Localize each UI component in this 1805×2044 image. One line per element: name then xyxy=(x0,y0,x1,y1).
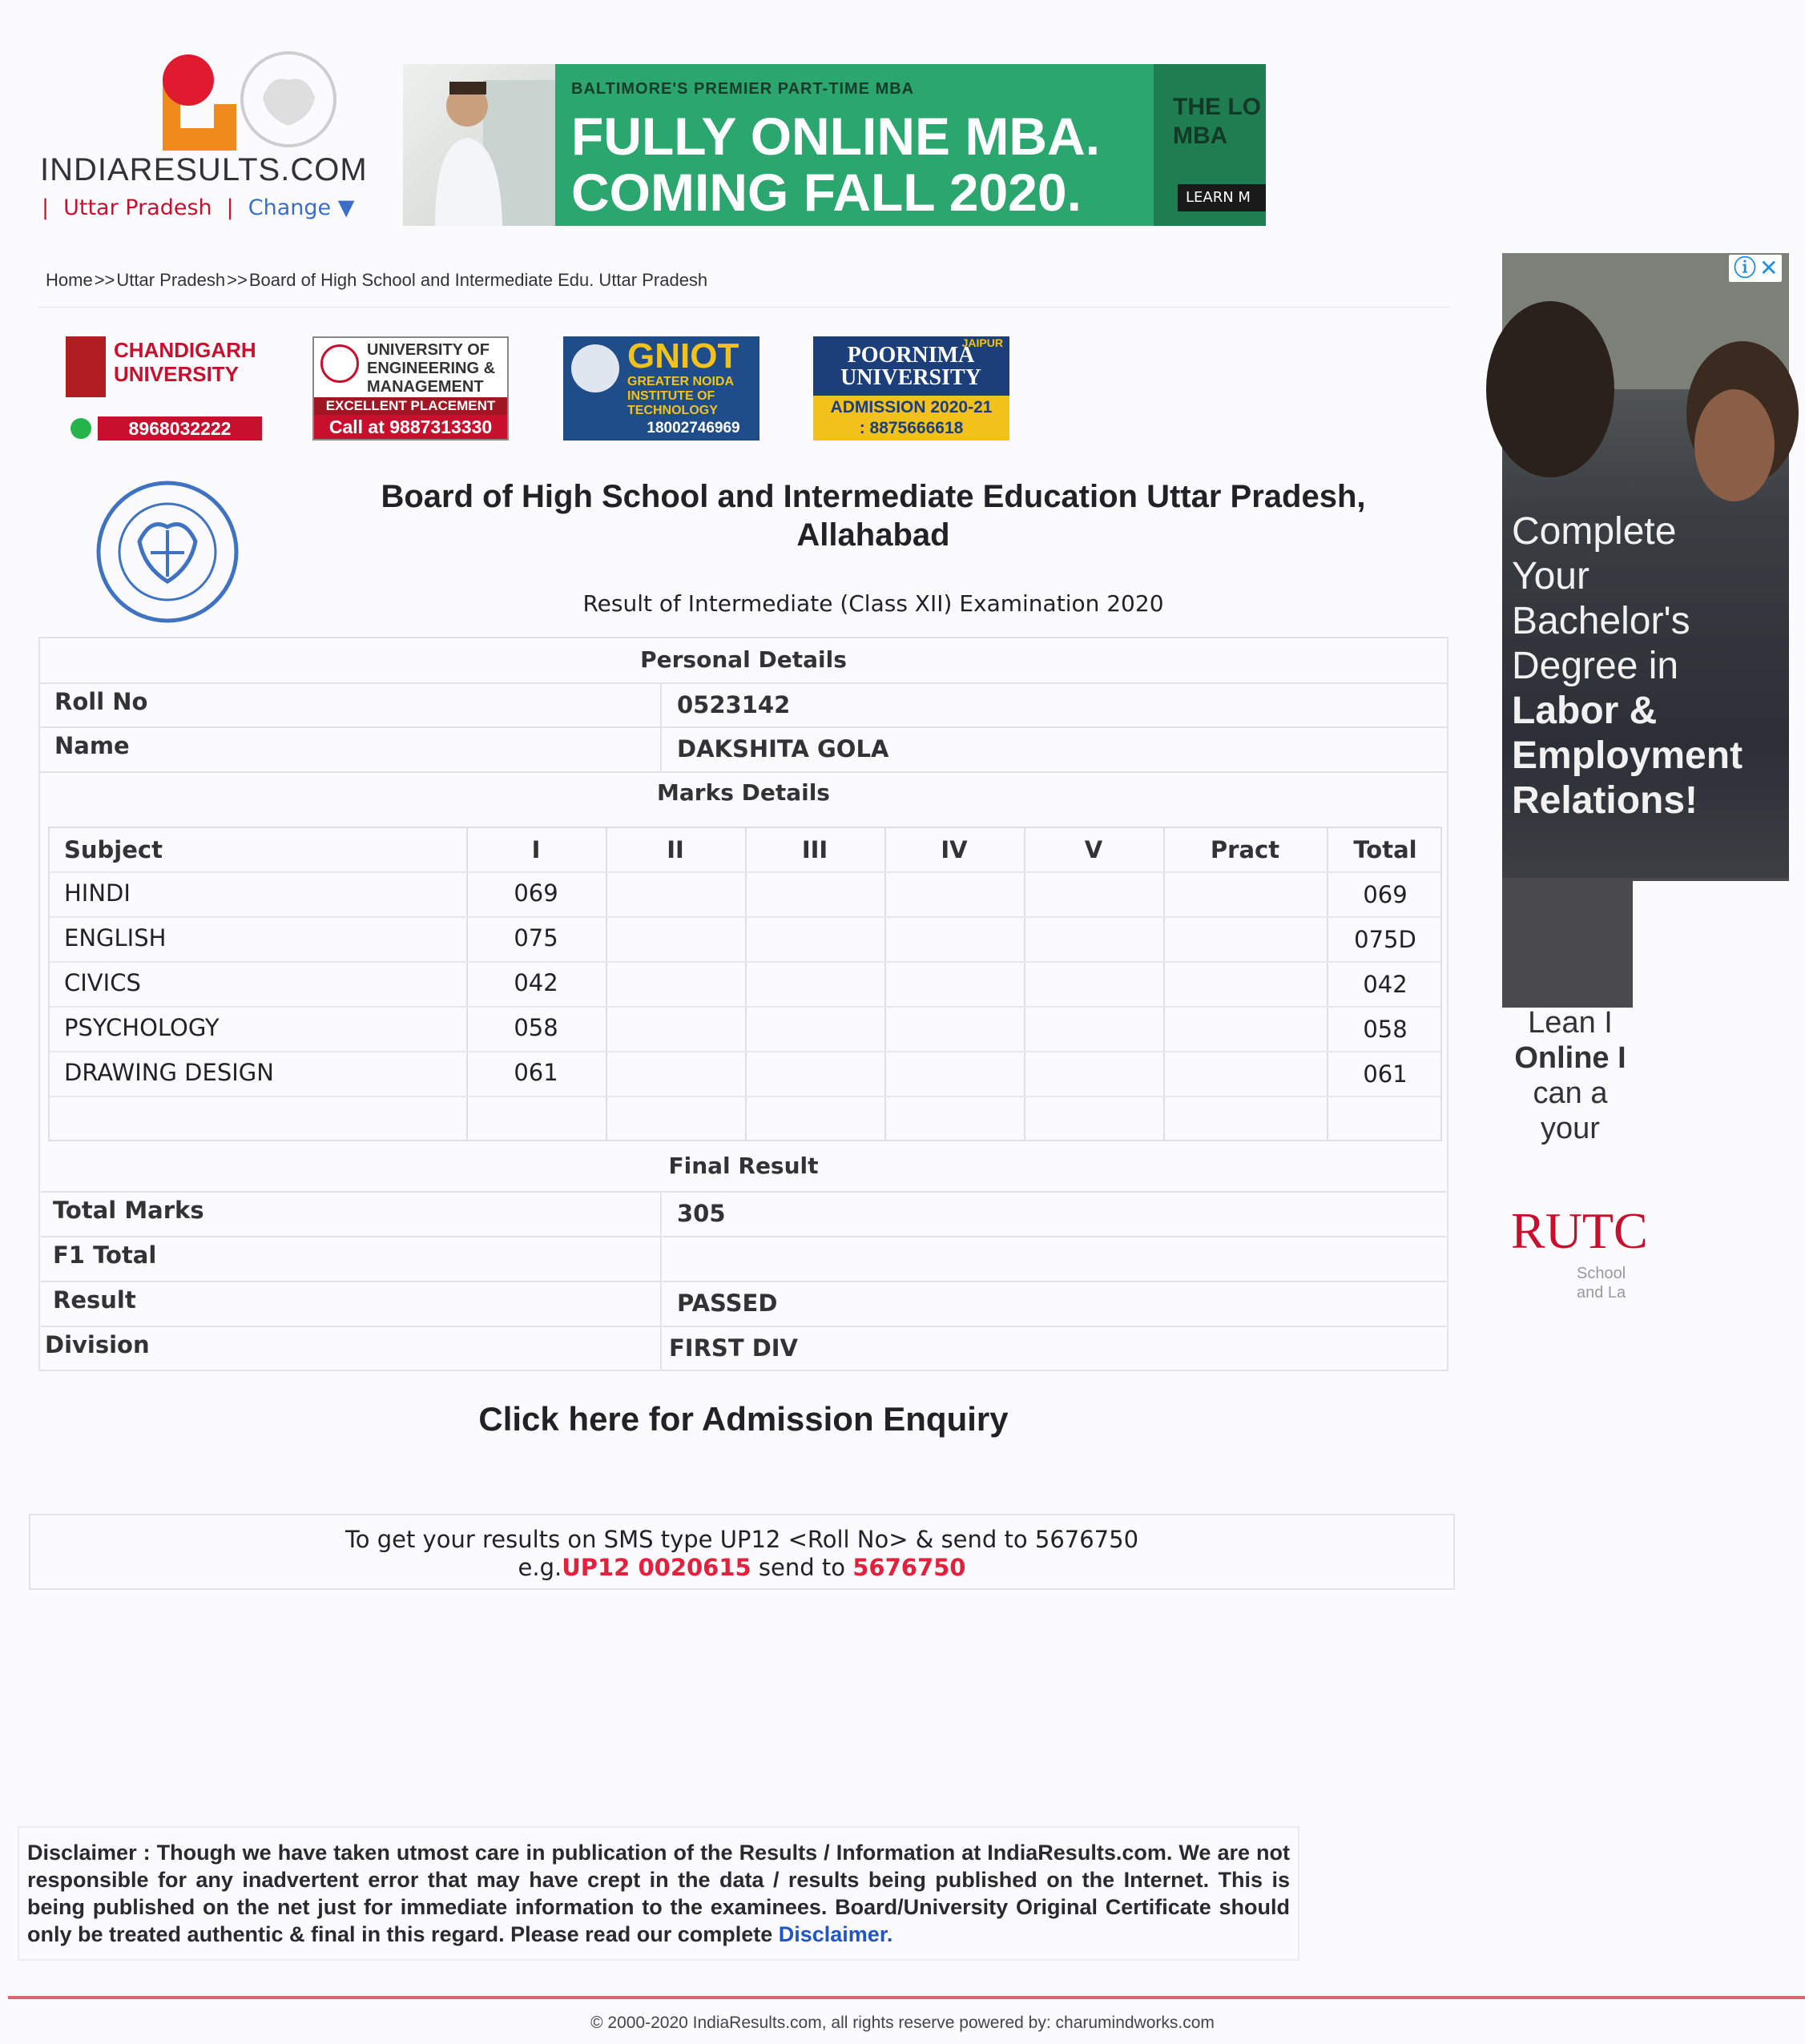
college-name: CHANDIGARH UNIVERSITY xyxy=(114,338,256,386)
college-ad-poornima[interactable] xyxy=(813,336,1009,441)
side-ad-brand-sub: School and La xyxy=(1577,1265,1626,1302)
banner-ad-headline-1: FULLY ONLINE MBA. xyxy=(571,107,1101,166)
college-ad-uem[interactable] xyxy=(312,336,509,441)
state-selector: | Uttar Pradesh | Change ▼ xyxy=(42,195,355,220)
chandigarh-crest-icon xyxy=(66,336,106,397)
footer-divider xyxy=(8,1996,1805,1999)
side-ad-headline: Complete Your Bachelor's Degree in Labor & Employment Relations! xyxy=(1512,510,1743,822)
college-ad-gniot[interactable] xyxy=(563,336,759,441)
banner-ad-side-text: THE LO MBA xyxy=(1173,94,1261,149)
college-phone: : 8875666618 xyxy=(859,419,964,437)
table-row-total: 058 xyxy=(1363,1016,1408,1043)
adchoices-icon[interactable]: ⓘ xyxy=(1734,255,1757,281)
divider xyxy=(38,307,1450,308)
name-value: DAKSHITA GOLA xyxy=(677,735,889,762)
college-name: GNIOT xyxy=(627,336,739,376)
close-icon[interactable]: ✕ xyxy=(1759,255,1779,281)
table-row-subject: HINDI xyxy=(64,879,131,907)
banner-ad-learn-button[interactable]: LEARN M xyxy=(1178,184,1266,211)
person-photo-icon xyxy=(403,64,555,226)
table-row-total: 042 xyxy=(1363,971,1408,998)
breadcrumb-home-link[interactable]: Home xyxy=(46,270,93,290)
sms-example-number: 5676750 xyxy=(852,1554,966,1581)
sms-example: e.g.UP12 0020615 send to 5676750 xyxy=(518,1554,966,1581)
side-ad-mask xyxy=(1633,881,1789,1008)
disclaimer xyxy=(18,1826,1299,1961)
sms-info-box xyxy=(29,1514,1455,1590)
col-header-2: II xyxy=(667,836,684,863)
total-marks-value: 305 xyxy=(677,1200,726,1227)
name-label: Name xyxy=(54,732,130,759)
result-label: Result xyxy=(53,1286,136,1314)
col-header-3: III xyxy=(801,836,828,863)
division-value: FIRST DIV xyxy=(669,1334,799,1362)
college-tag: EXCELLENT PLACEMENT xyxy=(314,397,507,415)
table-row-subject: ENGLISH xyxy=(64,924,167,952)
admission-strip xyxy=(813,396,1009,441)
college-tag: JAIPUR xyxy=(961,336,1003,349)
disclaimer-link[interactable]: Disclaimer. xyxy=(778,1922,893,1946)
banner-ad-kicker: BALTIMORE'S PREMIER PART-TIME MBA xyxy=(571,80,915,98)
breadcrumb: Home>>Uttar Pradesh>>Board of High School and Intermediate Edu. Uttar Pradesh xyxy=(46,270,708,290)
table-row-theory: 042 xyxy=(514,969,558,996)
col-header-5: V xyxy=(1084,836,1103,863)
gniot-emblem-icon xyxy=(571,344,619,392)
table-row-theory: 061 xyxy=(514,1059,558,1086)
up-state-emblem-icon xyxy=(239,50,339,150)
col-header-1: I xyxy=(531,836,541,863)
side-ad[interactable] xyxy=(1502,253,1789,1008)
final-result-heading: Final Result xyxy=(668,1153,819,1179)
result-table xyxy=(38,637,1448,1371)
division-label: Division xyxy=(45,1331,150,1358)
ad-controls xyxy=(1729,255,1782,282)
current-state: Uttar Pradesh xyxy=(63,195,212,220)
roll-no-value: 0523142 xyxy=(677,691,791,718)
change-state-link[interactable]: Change ▼ xyxy=(248,195,355,220)
college-phone: 8968032222 xyxy=(98,416,262,441)
site-logo-text[interactable]: INDIARESULTS.COM xyxy=(40,152,368,187)
table-row-total: 075D xyxy=(1354,926,1416,953)
breadcrumb-board: Board of High School and Intermediate Edu. Uttar Pradesh xyxy=(248,270,708,290)
page-title: Board of High School and Intermediate Education Uttar Pradesh, Allahabad xyxy=(381,479,1366,553)
table-row-theory: 075 xyxy=(514,924,558,952)
marks-details-heading: Marks Details xyxy=(657,779,830,806)
college-phone: 18002746969 xyxy=(647,420,740,437)
indiaresults-logo-icon[interactable] xyxy=(156,50,252,154)
table-row-total: 069 xyxy=(1363,881,1408,908)
side-ad-brand: RUTC xyxy=(1511,1202,1648,1259)
table-row-subject: PSYCHOLOGY xyxy=(64,1014,220,1041)
board-emblem-icon xyxy=(95,479,240,625)
result-value: PASSED xyxy=(677,1290,778,1317)
admission-enquiry-link[interactable]: Click here for Admission Enquiry xyxy=(478,1400,1009,1438)
uem-logo-icon xyxy=(320,344,359,383)
college-subname: GREATER NOIDA INSTITUTE OF TECHNOLOGY xyxy=(627,375,734,417)
college-name: UNIVERSITY OF ENGINEERING & MANAGEMENT xyxy=(367,341,496,396)
banner-ad[interactable] xyxy=(403,64,1266,226)
personal-details-heading: Personal Details xyxy=(640,646,847,673)
table-row-theory: 058 xyxy=(514,1014,558,1041)
table-row-total: 061 xyxy=(1363,1060,1408,1088)
col-header-subject: Subject xyxy=(64,836,163,863)
college-ad-chandigarh[interactable] xyxy=(66,336,262,441)
disclaimer-text: Disclaimer : Though we have taken utmost care in publication of the Results / Information at IndiaResults.com. We are not responsible for any inadvertent error that may have crept in the data / results being published on the Internet. This is being published on the net just for immediate information to the examinees. Board/University Original Certificate should only be treated authentic & final in this regard. Please read our complete xyxy=(27,1841,1290,1946)
copyright: © 2000-2020 IndiaResults.com, all rights reserve powered by: charumindworks.com xyxy=(590,2014,1215,2032)
marks-grid xyxy=(48,827,1442,1141)
col-header-4: IV xyxy=(941,836,968,863)
sms-instruction: To get your results on SMS type UP12 <Roll No> & send to 5676750 xyxy=(344,1526,1139,1553)
banner-ad-photo xyxy=(403,64,555,226)
exam-title: Result of Intermediate (Class XII) Examination 2020 xyxy=(582,590,1164,617)
total-marks-label: Total Marks xyxy=(53,1197,204,1224)
side-ad-subtext: Lean I Online I can a your xyxy=(1514,1006,1626,1145)
roll-no-label: Roll No xyxy=(54,688,148,715)
college-phone: Call at 9887313330 xyxy=(314,415,507,439)
college-subname: ADMISSION 2020-21 xyxy=(830,398,993,416)
breadcrumb-state-link[interactable]: Uttar Pradesh xyxy=(116,270,226,290)
sms-example-code: UP12 0020615 xyxy=(562,1554,751,1581)
col-header-pract: Pract xyxy=(1210,836,1280,863)
table-row-subject: CIVICS xyxy=(64,969,141,996)
f1-total-label: F1 Total xyxy=(53,1241,157,1269)
col-header-total: Total xyxy=(1353,836,1417,863)
table-row-theory: 069 xyxy=(514,879,558,907)
college-name: POORNIMA UNIVERSITY xyxy=(840,343,981,390)
whatsapp-icon xyxy=(71,418,91,439)
banner-ad-headline-2: COMING FALL 2020. xyxy=(571,163,1082,222)
table-row-subject: DRAWING DESIGN xyxy=(64,1059,274,1086)
